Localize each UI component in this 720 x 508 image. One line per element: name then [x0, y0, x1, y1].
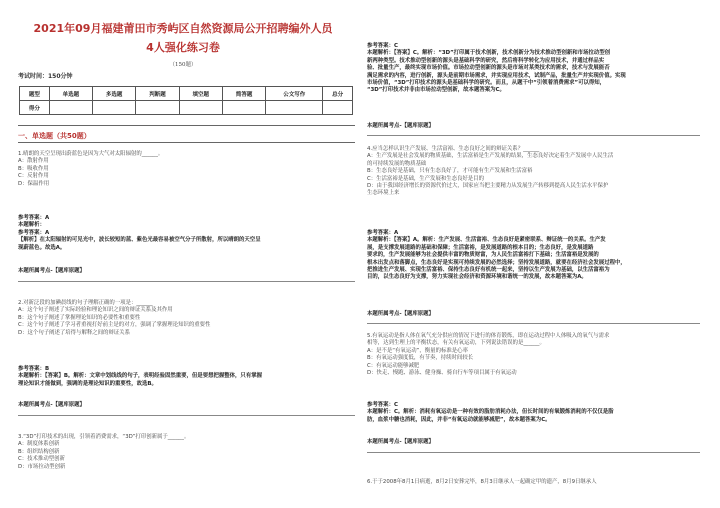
- question-text: 1.晴朗的天空呈现出蔚蓝色是因为大气对太阳辐射的______。: [18, 151, 164, 157]
- score-header-cell: 判断题: [136, 87, 179, 101]
- score-header-cell: 题型: [20, 87, 50, 101]
- option: C：这个句子阐述了学习者重视打好前主是的对方，强调了掌握理论知识的重要性: [18, 322, 211, 329]
- answer-4: [367, 230, 626, 282]
- score-cell: [323, 101, 353, 115]
- question-5: [367, 333, 609, 377]
- question-3: [18, 434, 189, 471]
- option: B：生态良好是基础，只有生态良好了，才可能有生产发展和生活富裕: [367, 168, 533, 175]
- score-header-cell: 多选题: [93, 87, 136, 101]
- reference-answer: 参考答案：C: [367, 43, 398, 49]
- option: C：反射作用: [18, 173, 49, 180]
- option: D：市场拉动型创新: [18, 463, 66, 470]
- option: A：制度体系创新: [18, 441, 60, 448]
- reference-answer: 参考答案：C: [367, 402, 398, 408]
- knowledge-point-4: [367, 311, 434, 318]
- section-title: 一、单选题（共50题）: [18, 132, 91, 140]
- question-count: （150题）: [169, 62, 197, 68]
- score-header-cell: 填空题: [179, 87, 222, 101]
- reference-answer: 参考答案：A: [18, 229, 50, 236]
- score-table-header-row: [20, 87, 353, 101]
- option: C：生活富裕是基础，生产发展和生态良好是目的: [367, 175, 484, 182]
- score-header-cell: 公文写作: [266, 87, 323, 101]
- knowledge-point: 本题所属考点-【题库原题】: [367, 123, 434, 129]
- divider: [367, 135, 700, 136]
- question-4: [367, 146, 613, 198]
- knowledge-point: 本题所属考点-【题库原题】: [18, 402, 85, 408]
- explanation: 肪，血浆中糖也消耗，因此，并非“有氧运动就能够减肥”，故本题答案为C。: [367, 416, 551, 423]
- score-cell: [136, 101, 179, 115]
- page-title: 2021年09月福建莆田市秀屿区自然资源局公开招聘编外人员: [33, 22, 333, 35]
- option: C：技术推动型创新: [18, 456, 65, 463]
- explanation: 本题解析：C。解析：消耗有氧运动是一种有效的脂肪消耗办法，但长时间的有氧锻炼消耗的不仅仅是脂: [367, 409, 614, 416]
- score-cell: [93, 101, 136, 115]
- reference-answer: 参考答案：A: [367, 230, 399, 236]
- explanation: 市场价值，“3D”打印技术的源头是基础科学的研究。而且，从题干中“引领着消费需求”可以得知，: [367, 80, 606, 87]
- option: B：这个句子阐述了掌握理论知识的必要性和重要性: [18, 314, 141, 321]
- question-2: [18, 300, 210, 337]
- divider: [367, 452, 700, 453]
- option: A：散射作用: [18, 158, 49, 165]
- explanation: 新两种类型。技术推动型创新的源头是基础科学的研究，然后将科学转化为应用技术，并通过样品实: [367, 57, 605, 64]
- option: B：有氧运动强度低，有节奏，持续时间较长: [367, 355, 474, 362]
- knowledge-point-3: [367, 123, 434, 130]
- score-cell: [222, 101, 265, 115]
- answer-1: [18, 215, 261, 252]
- explanation: 本题解析：【答案】B。解析：文章中划线线的句子，表明经验固然重要，但是要想把握整体，只有掌握: [18, 373, 262, 380]
- option: D：快走、慢跑、游泳、健身操、骑自行车等项目属于有氧运动: [367, 370, 517, 377]
- knowledge-point-2: [18, 402, 85, 409]
- divider: [18, 281, 355, 282]
- question-text: 相等，达到生理上的平衡状态，有关有氧运动，下列说法错误的是______。: [367, 340, 545, 347]
- section-divider: [18, 125, 355, 126]
- knowledge-point: 本题所属考点-【题库原题】: [367, 439, 434, 445]
- explanation: 本题解析：【答案】A。解析：生产发展、生活富裕、生态良好是紧密联系、辩证统一的关系。生产发: [367, 237, 606, 244]
- explanation: 验、批量生产，最终实现市场价值。市场拉动型创新的源头是市场对某类技术的需求，技术与发展能否: [367, 65, 610, 72]
- explanation: 现蔚蓝色。故选A。: [18, 244, 66, 251]
- answer-3: [367, 43, 626, 95]
- explanation: 本题解析：【答案】C。解析：“3D”打印属于技术创新，技术创新分为技术推动型创新和市场拉动型创: [367, 50, 610, 57]
- score-cell: [49, 101, 92, 115]
- question-text: 5.有氧运动是指人体在氧气充分供应的情况下进行的体育锻炼，即在运动过程中人体吸入的氧气与需求: [367, 333, 610, 339]
- score-header-cell: 简答题: [222, 87, 265, 101]
- question-text: 6.于于2008年8月1日病逝，8月2日安葬完毕，8月3日继承人一起确定甲的遗产，8月9日继承人: [367, 479, 597, 485]
- explanation-label: 本题解析：: [18, 222, 45, 229]
- question-1: [18, 151, 163, 188]
- option: A：生产发展是社会发展的物质基础，生活富裕是生产发展的结果，生态良好决定着生产发展中人民生活: [367, 153, 614, 160]
- explanation: 【解析】在太阳辐射的可见光中，波长较短的蓝、紫色光最容易被空气分子所散射，所以晴朗的天空呈: [18, 237, 261, 244]
- question-text: 4.应当怎样认识生产发展、生活富裕、生态良好之间的辩证关系？______: [367, 146, 540, 152]
- reference-answer: 参考答案：A: [18, 215, 50, 221]
- divider: [18, 415, 355, 416]
- knowledge-point-5: [367, 439, 434, 446]
- option: C：有氧运动能够减肥: [367, 362, 420, 369]
- option: D：由于我国经济增长的资源代价过大，国家应当把主要精力从发展生产转移到提高人民生活水平保护: [367, 183, 609, 190]
- question-text: 2.对新泛段的加碘晨线的句子理解正确的一项是：______: [18, 300, 153, 306]
- exam-time: 考试时间：150分钟: [18, 73, 73, 80]
- section-divider: [18, 142, 355, 143]
- question-text: 3.“3D”打印技术的出现，引领着消费需求，“3D”打印创新属于______。: [18, 434, 190, 440]
- score-header-cell: 总分: [323, 87, 353, 101]
- explanation: 把推进生产发展、实现生活富裕、保持生态良好有机统一起来，坚持以生产发展为基础，以生活富裕为: [367, 267, 610, 274]
- explanation: 要求的，生产发展能够为社会提供丰富的物质财富，为人民生活富裕打下基础；生活富裕是发展的: [367, 252, 599, 259]
- knowledge-point: 本题所属考点-【题库原题】: [367, 311, 434, 317]
- score-cell: [266, 101, 323, 115]
- divider: [367, 323, 700, 324]
- score-table: [19, 86, 353, 115]
- score-cell: [179, 101, 222, 115]
- reference-answer: 参考答案：B: [18, 366, 50, 372]
- score-header-cell: 单选题: [49, 87, 92, 101]
- score-row-label: 得分: [20, 101, 50, 115]
- knowledge-point-1: [18, 268, 85, 275]
- explanation: 满足需求的内容，进行创新，源头是前期市场需求，并实现应用技术，试制产品，批量生产并实现价值。实现: [367, 72, 626, 79]
- explanation: 根本出发点和落脚点，生态良好是实现可持续发展的必然选择；坚持发展道路，就要在经济社会发展过程中，: [367, 259, 626, 266]
- question-6: [367, 479, 597, 486]
- answer-5: [367, 402, 614, 424]
- page-title-line2: 4人强化练习卷: [146, 41, 220, 54]
- option: D：这个句子阐述了培得与解释之间的辩证关系: [18, 329, 130, 336]
- answer-2: [18, 366, 262, 388]
- explanation: 展，是支撑发展道路的基础和保障；生活富裕，是发展道路的根本目的；生态良好，是发展道路: [367, 244, 594, 251]
- option: B：吸收作用: [18, 165, 49, 172]
- option: 生态环境上来: [367, 190, 400, 197]
- explanation: 理论知识才能做到，强调的是理论知识的重要性，故选B。: [18, 380, 157, 387]
- score-table-score-row: [20, 101, 353, 115]
- option: B：组织结构创新: [18, 448, 60, 455]
- explanation: 目的，以生态良好为支撑，努力实现社会经济和资源环境和谐统一的发展，故本题答案为A。: [367, 274, 587, 281]
- option: D：保温作用: [18, 180, 50, 187]
- explanation: “3D”打印技术并非由市场拉动型创新，故本题答案为C。: [367, 87, 505, 94]
- knowledge-point: 本题所属考点-【题库原题】: [18, 268, 85, 274]
- option: 的可持续发展的物质基础: [367, 160, 427, 167]
- option: A：这个句子阐述了实际经验和理论知识之间的辩证关系及其作用: [18, 307, 173, 314]
- option: A：是不是“有氧运动”，衡量的标准是心率: [367, 347, 468, 354]
